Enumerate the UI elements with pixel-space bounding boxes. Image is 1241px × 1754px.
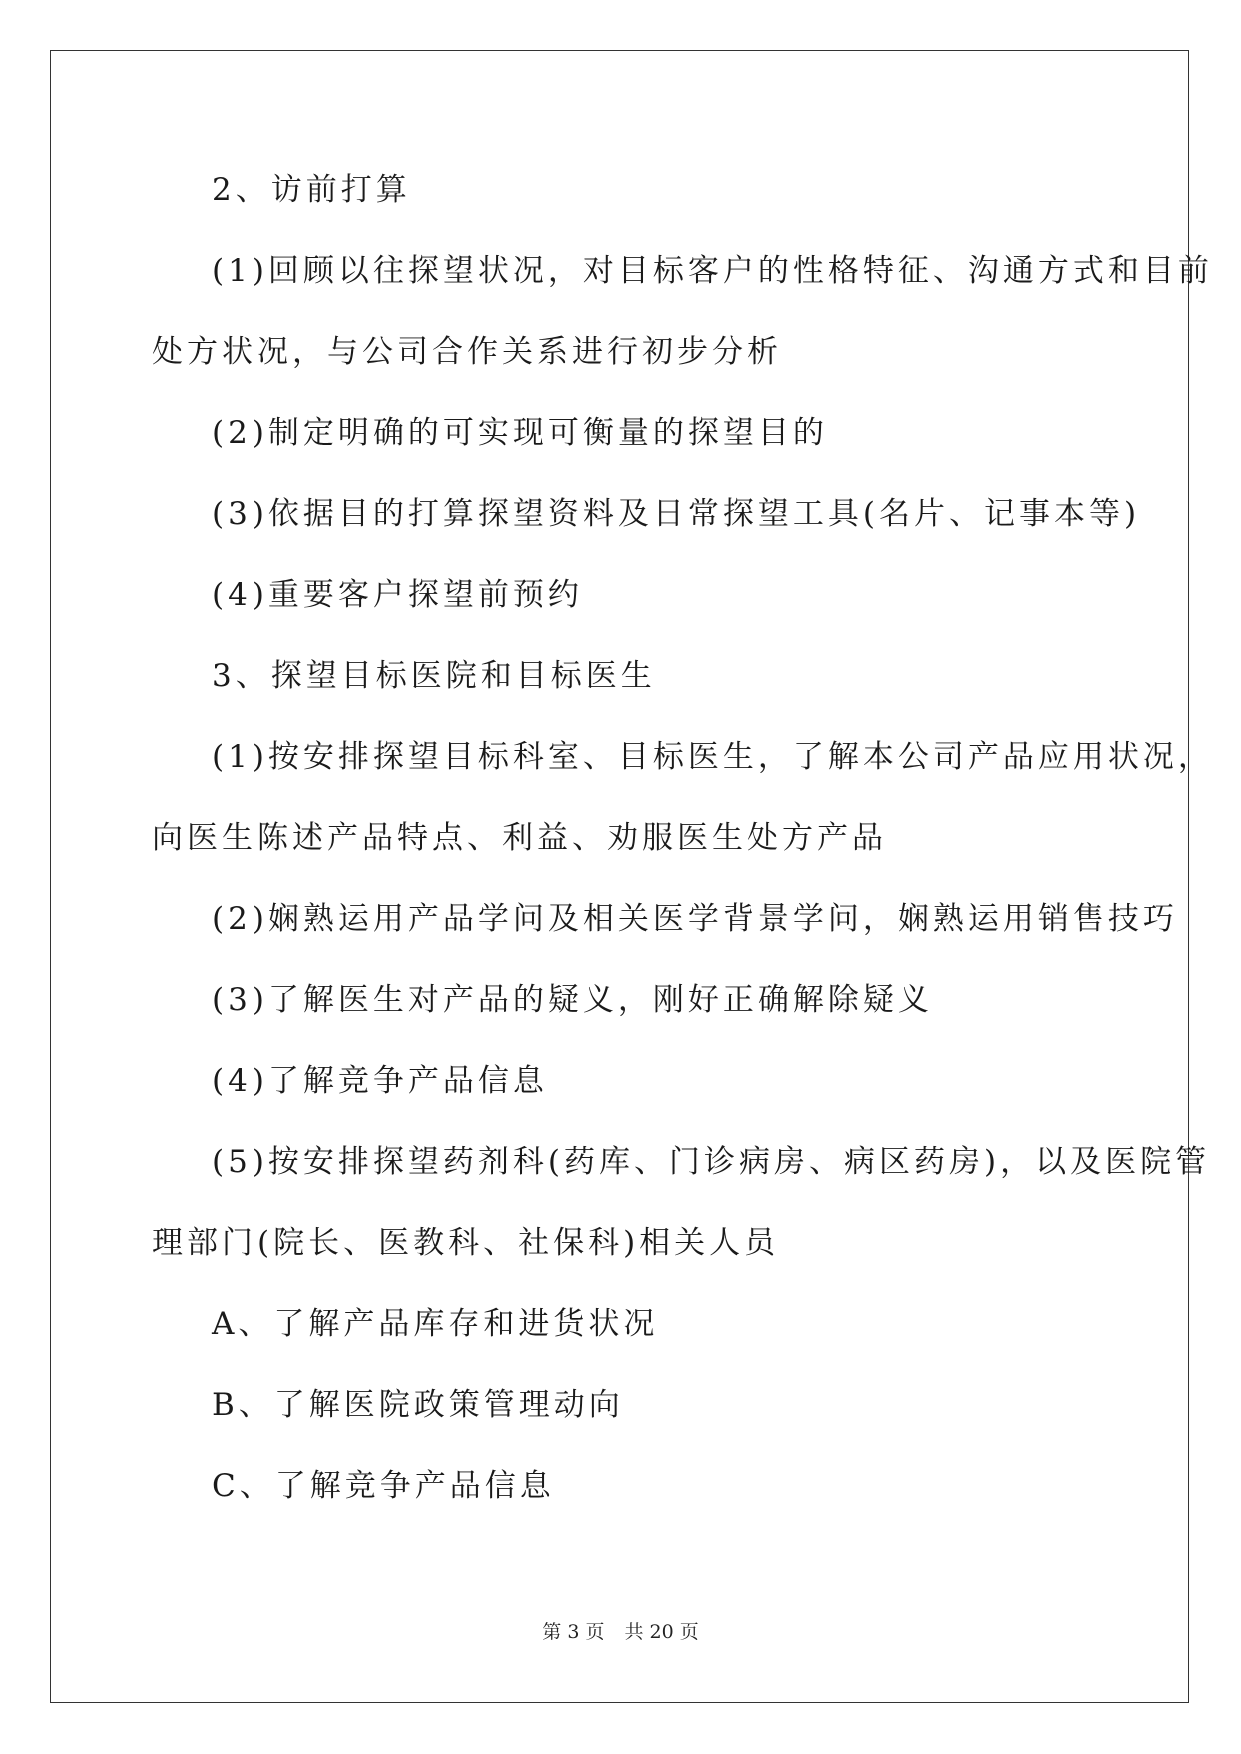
paragraph-line: 处方状况，与公司合作关系进行初步分析: [152, 334, 782, 370]
page-border: [50, 50, 1189, 1703]
list-item: B、了解医院政策管理动向: [212, 1387, 624, 1423]
paragraph-line: (4)了解竞争产品信息: [212, 1063, 548, 1099]
section-heading: 3、探望目标医院和目标医生: [212, 658, 656, 694]
section-heading: 2、访前打算: [212, 172, 411, 208]
paragraph-line: (2)娴熟运用产品学问及相关医学背景学问，娴熟运用销售技巧: [212, 901, 1178, 937]
paragraph-line: (1)按安排探望目标科室、目标医生，了解本公司产品应用状况，: [212, 739, 1213, 775]
paragraph-line: (4)重要客户探望前预约: [212, 577, 583, 613]
list-item: C、了解竞争产品信息: [212, 1468, 555, 1504]
paragraph-line: (3)了解医生对产品的疑义，刚好正确解除疑义: [212, 982, 933, 1018]
paragraph-line: 理部门(院长、医教科、社保科)相关人员: [152, 1225, 780, 1261]
paragraph-line: (5)按安排探望药剂科(药库、门诊病房、病区药房)，以及医院管: [212, 1144, 1211, 1180]
paragraph-line: (3)依据目的打算探望资料及日常探望工具(名片、记事本等): [212, 496, 1141, 532]
page-number: 第 3 页: [542, 1621, 605, 1643]
list-item: A、了解产品库存和进货状况: [212, 1306, 659, 1342]
paragraph-line: (2)制定明确的可实现可衡量的探望目的: [212, 415, 828, 451]
total-pages: 共 20 页: [624, 1621, 699, 1643]
paragraph-line: 向医生陈述产品特点、利益、劝服医生处方产品: [152, 820, 887, 856]
paragraph-line: (1)回顾以往探望状况，对目标客户的性格特征、沟通方式和目前: [212, 253, 1213, 289]
page-footer: [0, 1617, 1241, 1644]
